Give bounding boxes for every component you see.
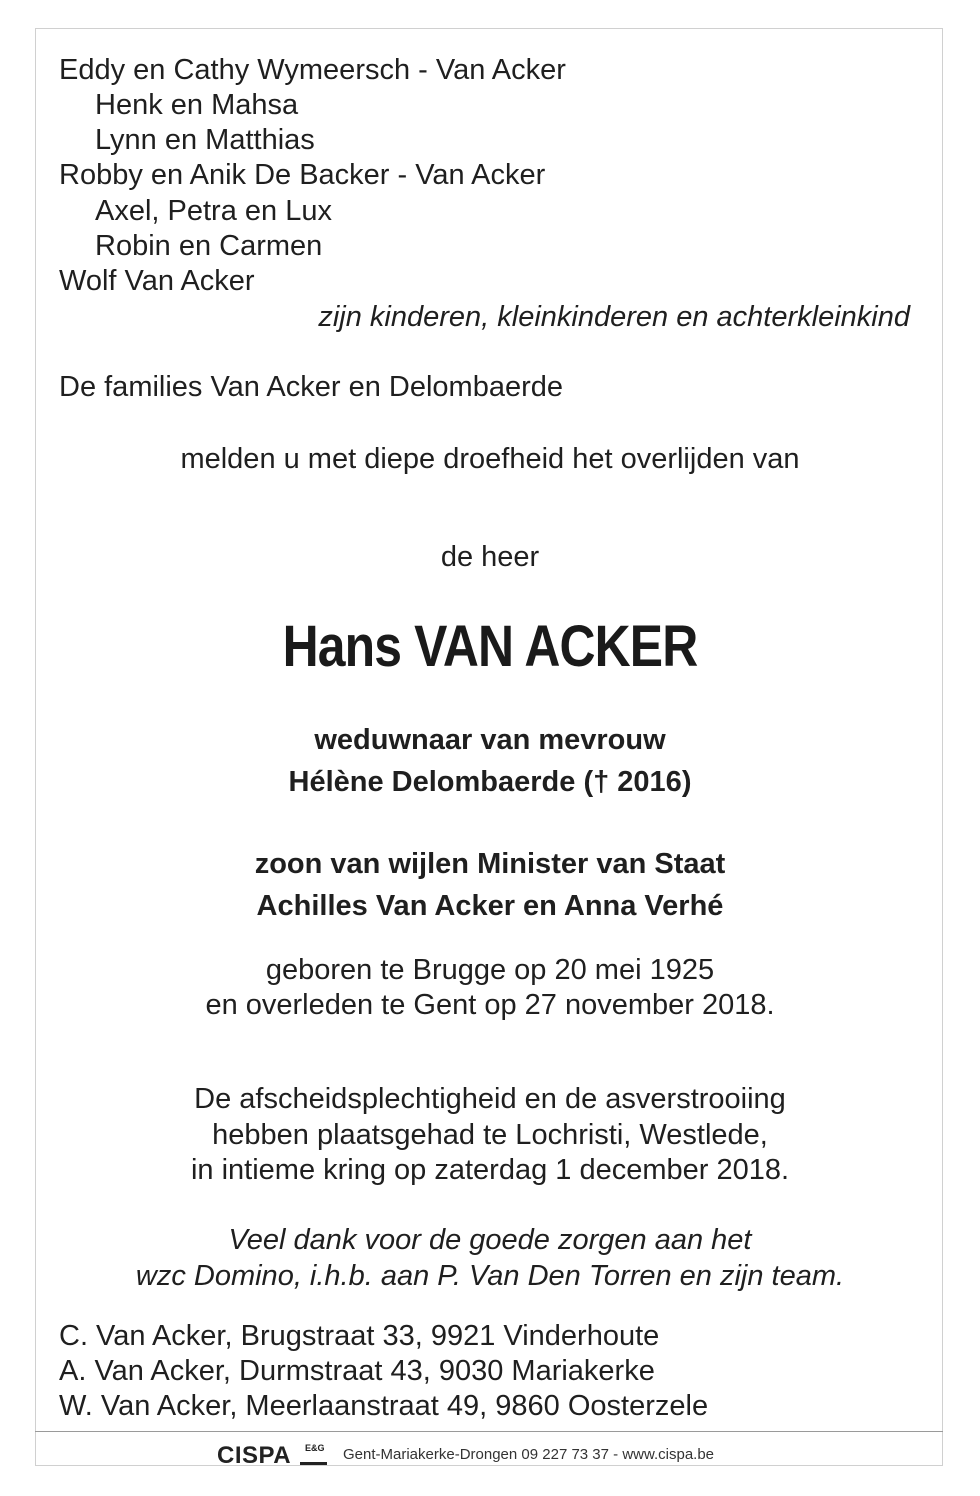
address-line: A. Van Acker, Durmstraat 43, 9030 Mariakerke [59, 1355, 655, 1387]
cispa-logo-superscript: E&G [305, 1443, 325, 1453]
family-line-robby: Robby en Anik De Backer - Van Acker [59, 159, 546, 191]
cispa-logo-underline [300, 1462, 327, 1465]
widower-line-2: Hélène Delombaerde († 2016) [288, 766, 692, 798]
ceremony-line-1: De afscheidsplechtigheid en de asverstrooiing [194, 1083, 786, 1115]
thanks-line-2: wzc Domino, i.h.b. aan P. Van Den Torren en zijn team. [135, 1260, 845, 1292]
family-line-eddy: Eddy en Cathy Wymeersch - Van Acker [59, 54, 566, 86]
son-of-line-1: zoon van wijlen Minister van Staat [254, 848, 726, 880]
ceremony-line-3: in intieme kring op zaterdag 1 december 2018. [190, 1154, 790, 1186]
family-line-robin: Robin en Carmen [95, 230, 323, 262]
announcement-intro: melden u met diepe droefheid het overlijden van [180, 443, 800, 475]
footer-divider [35, 1431, 943, 1432]
cispa-logo: CISPA [217, 1442, 292, 1469]
deceased-name: Hans VAN ACKER [282, 614, 698, 679]
thanks-line-1: Veel dank voor de goede zorgen aan het [228, 1224, 752, 1256]
families-line: De families Van Acker en Delombaerde [59, 371, 563, 403]
family-relation: zijn kinderen, kleinkinderen en achterkleinkind [318, 301, 910, 333]
birth-line: geboren te Brugge op 20 mei 1925 [265, 954, 715, 986]
address-line: C. Van Acker, Brugstraat 33, 9921 Vinderhoute [59, 1320, 660, 1352]
ceremony-line-2: hebben plaatsgehad te Lochristi, Westlede, [212, 1119, 768, 1151]
son-of-line-2: Achilles Van Acker en Anna Verhé [256, 890, 724, 922]
family-line-lynn: Lynn en Matthias [95, 124, 315, 156]
family-line-wolf: Wolf Van Acker [59, 265, 255, 297]
family-line-axel: Axel, Petra en Lux [95, 195, 332, 227]
deceased-title: de heer [440, 541, 540, 573]
address-line: W. Van Acker, Meerlaanstraat 49, 9860 Oosterzele [59, 1390, 709, 1422]
funeral-home-info: Gent-Mariakerke-Drongen 09 227 73 37 - www.cispa.be [343, 1446, 715, 1463]
death-line: en overleden te Gent op 27 november 2018. [205, 989, 775, 1021]
family-line-henk: Henk en Mahsa [95, 89, 299, 121]
widower-line-1: weduwnaar van mevrouw [314, 724, 666, 756]
